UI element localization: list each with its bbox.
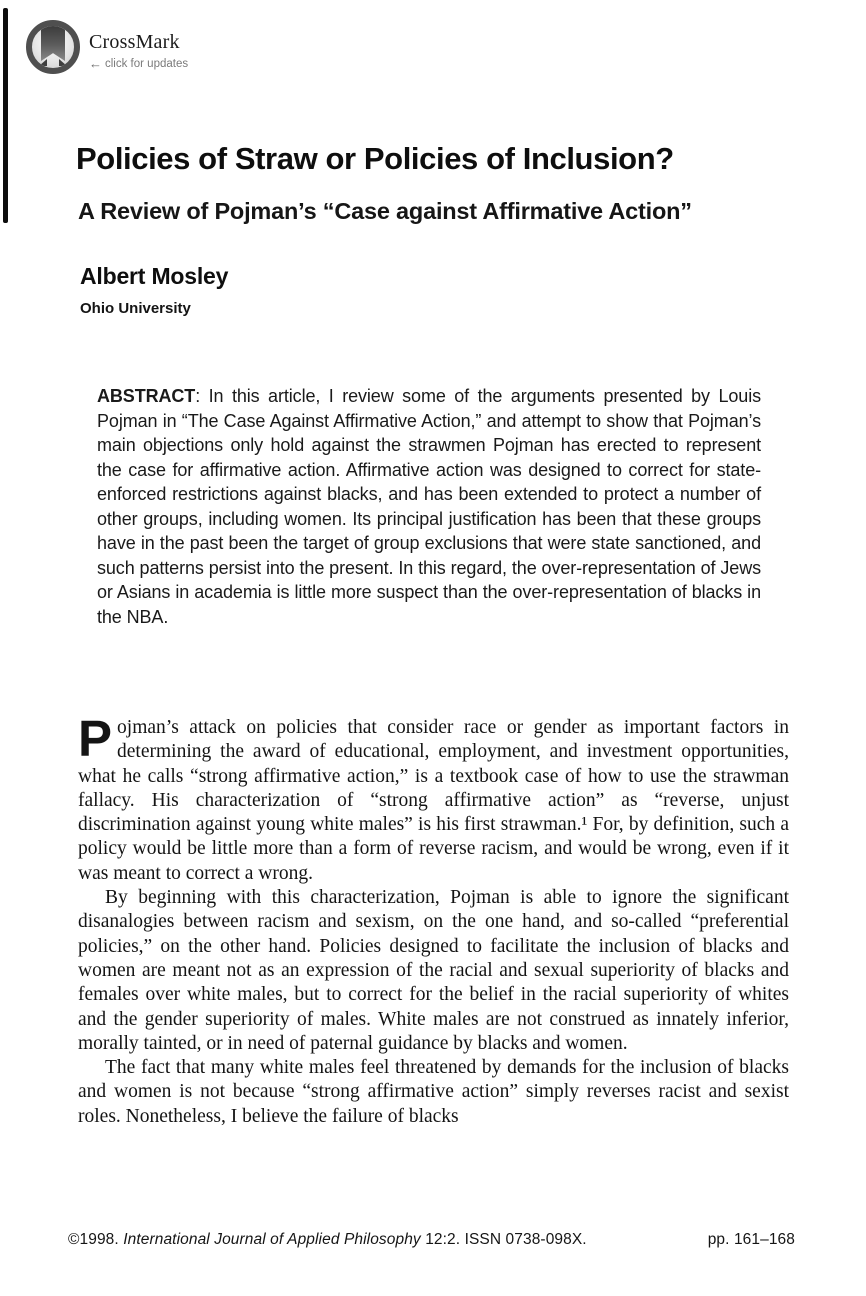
crossmark-badge[interactable] [26, 20, 188, 74]
crossmark-title: CrossMark [89, 31, 180, 53]
bookmark-icon [41, 25, 65, 61]
paragraph-2: By beginning with this characterization, Pojman is able to ignore the significant disanalogies between racism and sexism, on the one hand, and so-called “preferential policies,” on the other hand. Policies designed to facilitate the inclusion of blacks and women are meant not as an expression of the racial and sexual superiority of blacks and females over white males, but to correct for the belief in the racial superiority of whites and the gender superiority of males. White males are not construed as innately inferior, morally tainted, or in need of paternal guidance by blacks and women. [78, 887, 789, 1054]
page-footer [68, 1231, 795, 1249]
bookmark-foot-right [59, 59, 67, 66]
footer-citation [68, 1231, 587, 1249]
crossmark-subtitle-label: click for updates [105, 57, 189, 70]
footer-issue-issn: 12:2. ISSN 0738-098X. [420, 1231, 587, 1248]
paper-subtitle: A Review of Pojman’s “Case against Affirmative Action” [78, 197, 692, 224]
abstract-block [97, 384, 761, 629]
abstract-text: : In this article, I review some of the arguments presented by Louis Pojman in “The Case Against Affirmative Action,” and attempt to show that Pojman’s main objections only hold against the strawmen Pojman has erected to represent the case for affirmative action. Affirmative action was designed to correct for state-enforced restrictions against blacks, and has been extended to protect a number of other groups, including women. Its principal justification has been that these groups have in the past been the target of group exclusions that were state sanctioned, and such patterns persist into the present. In this regard, the over-representation of Jews or Asians in academia is little more suspect than the over-representation of blacks in the NBA. [97, 386, 761, 627]
author-affiliation: Ohio University [80, 300, 191, 317]
author-name: Albert Mosley [80, 263, 229, 289]
footer-journal-name: International Journal of Applied Philosophy [123, 1231, 421, 1248]
abstract-label: ABSTRACT [97, 386, 196, 406]
left-arrow-icon: ← [89, 56, 102, 71]
drop-cap: P [78, 710, 113, 767]
footer-copyright: ©1998. [68, 1231, 124, 1248]
paragraph-3: The fact that many white males feel threatened by demands for the inclusion of blacks and women is not because “strong affirmative action” simply reverses racist and sexist roles. Nonetheless, I believe the failure of blacks [78, 1057, 789, 1127]
paragraph-1 [78, 710, 789, 886]
body-text [78, 710, 789, 1129]
crossmark-logo-icon [26, 20, 80, 74]
scan-artifact-line [3, 8, 8, 223]
bookmark-foot-left [39, 59, 47, 66]
footer-page-numbers: pp. 161–168 [707, 1231, 795, 1248]
crossmark-subtitle [89, 56, 188, 71]
crossmark-text [89, 20, 188, 71]
paragraph-1-text: ojman’s attack on policies that consider race or gender as important factors in determining the award of educational, employment, and investment opportunities, what he calls “strong affirmative action,” is a textbook case of how to use the strawman fallacy. His characterization of “strong affirmative action” as “reverse, unjust discrimination against young white males” is his first strawman.¹ For, by definition, such a policy would be little more than a form of reverse racism, and would be wrong, even if it was meant to correct a wrong. [78, 717, 789, 884]
paper-title: Policies of Straw or Policies of Inclusion? [76, 140, 674, 176]
